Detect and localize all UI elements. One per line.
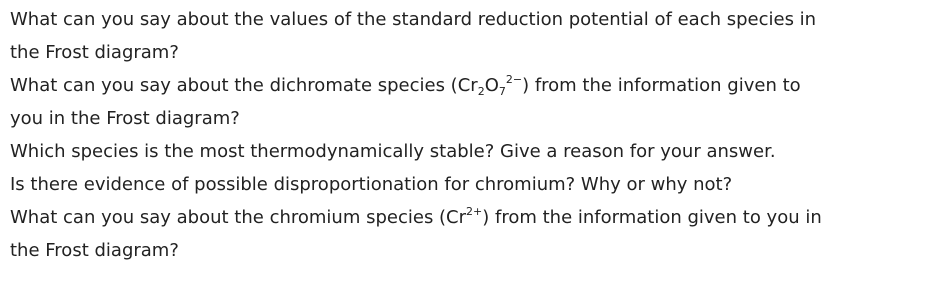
question-2-text-end: ) from the information given to — [522, 75, 801, 96]
question-1-line-2: the Frost diagram? — [10, 42, 179, 63]
question-5-line-1 — [10, 201, 934, 234]
question-5-text-end: ) from the information given to you in — [482, 207, 822, 228]
question-1-line-1: What can you say about the values of the standard reduction potential of each species in — [10, 9, 817, 30]
dichromate-charge: 2− — [505, 73, 523, 86]
question-2-line-1 — [10, 69, 934, 102]
question-5-line-2: the Frost diagram? — [10, 240, 179, 261]
dichromate-oxygen: O — [484, 75, 499, 96]
question-2 — [10, 69, 934, 135]
chromium-ion-charge: 2+ — [466, 205, 483, 218]
question-1 — [10, 3, 934, 69]
question-3-line-1: Which species is the most thermodynamically stable? Give a reason for your answer. — [10, 141, 776, 162]
question-5 — [10, 201, 934, 267]
question-5-text-start: What can you say about the chromium species (Cr — [10, 207, 467, 228]
dichromate-subscript-chromium: 2 — [477, 85, 485, 98]
question-2-text-start: What can you say about the dichromate species (Cr — [10, 75, 478, 96]
question-4-line-1: Is there evidence of possible disproportionation for chromium? Why or why not? — [10, 174, 733, 195]
question-4 — [10, 168, 934, 201]
dichromate-subscript-oxygen: 7 — [498, 85, 506, 98]
question-3 — [10, 135, 934, 168]
question-2-line-2: you in the Frost diagram? — [10, 108, 240, 129]
